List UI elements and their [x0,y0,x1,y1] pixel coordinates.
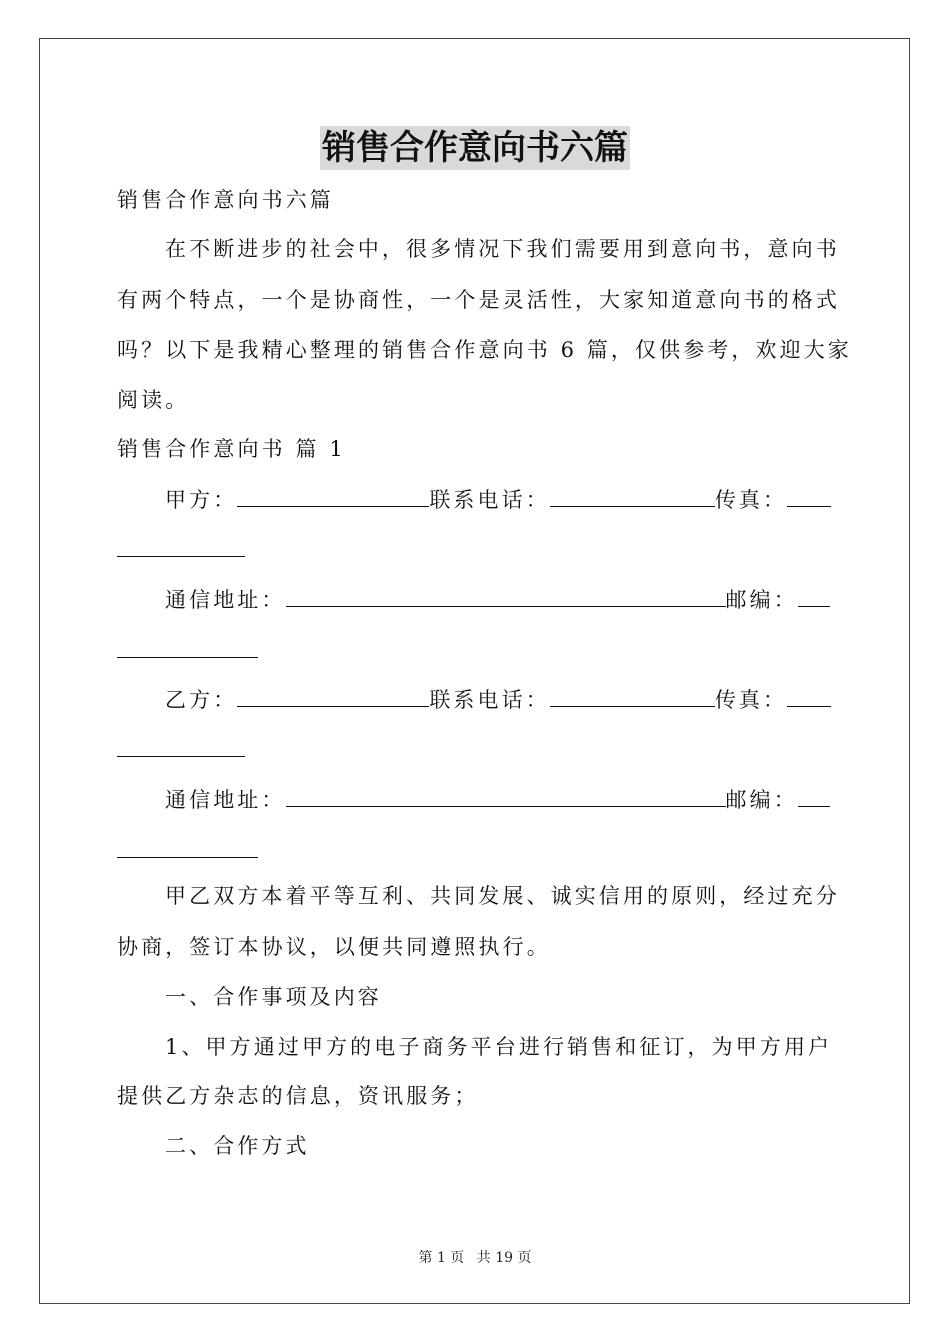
page-border [39,38,910,1304]
party-a-fax-blank-continued[interactable] [117,555,245,557]
party-a-name-label: 甲方： [165,488,238,512]
party-a-address-row [165,584,830,615]
document-subtitle: 销售合作意向书六篇 [117,188,334,212]
party-b-postcode-label: 邮编： [725,788,798,812]
party-b-postcode-blank-continued[interactable] [117,856,258,858]
item2-heading: 二、合作方式 [165,1134,310,1158]
title-container [0,126,950,170]
intro-line-4: 阅读。 [117,388,190,412]
party-b-fax-blank[interactable] [787,684,831,707]
party-a-row [165,484,831,515]
party-a-address-blank[interactable] [286,584,726,607]
party-b-name-label: 乙方： [165,688,238,712]
party-b-name-blank[interactable] [237,684,429,707]
party-b-phone-blank[interactable] [550,684,715,707]
party-b-address-blank[interactable] [286,784,726,807]
party-b-row [165,684,831,715]
party-a-address-label: 通信地址： [165,588,286,612]
party-b-address-label: 通信地址： [165,788,286,812]
page-number: 第 1 页 [418,1250,465,1266]
party-a-postcode-label: 邮编： [725,588,798,612]
page-footer [0,1247,950,1267]
party-b-address-row [165,784,830,815]
intro-line-2: 有两个特点，一个是协商性，一个是灵活性，大家知道意向书的格式 [117,288,840,312]
agreement-line-2: 协商，签订本协议，以便共同遵照执行。 [117,935,551,959]
item1-heading: 一、合作事项及内容 [165,985,382,1009]
party-b-fax-label: 传真： [714,688,788,712]
party-a-fax-blank[interactable] [787,484,831,507]
item1-body-line-1: 1、甲方通过甲方的电子商务平台进行销售和征订，为甲方用户 [165,1035,833,1059]
party-a-phone-label: 联系电话： [429,488,550,512]
intro-line-1: 在不断进步的社会中，很多情况下我们需要用到意向书，意向书 [165,237,840,261]
party-b-postcode-blank[interactable] [798,784,830,807]
document-title: 销售合作意向书六篇 [322,128,628,168]
party-a-fax-label: 传真： [714,488,788,512]
party-a-phone-blank[interactable] [550,484,715,507]
party-a-postcode-blank[interactable] [798,584,830,607]
section-heading: 销售合作意向书 篇 1 [117,437,346,461]
item1-body-line-2: 提供乙方杂志的信息，资讯服务； [117,1084,479,1108]
party-a-name-blank[interactable] [237,484,429,507]
party-b-phone-label: 联系电话： [429,688,550,712]
party-b-fax-blank-continued[interactable] [117,755,245,757]
page-total: 共 19 页 [476,1250,532,1266]
agreement-line-1: 甲乙双方本着平等互利、共同发展、诚实信用的原则，经过充分 [165,884,840,908]
intro-line-3: 吗？以下是我精心整理的销售合作意向书 6 篇，仅供参考，欢迎大家 [117,338,852,362]
party-a-postcode-blank-continued[interactable] [117,656,258,658]
